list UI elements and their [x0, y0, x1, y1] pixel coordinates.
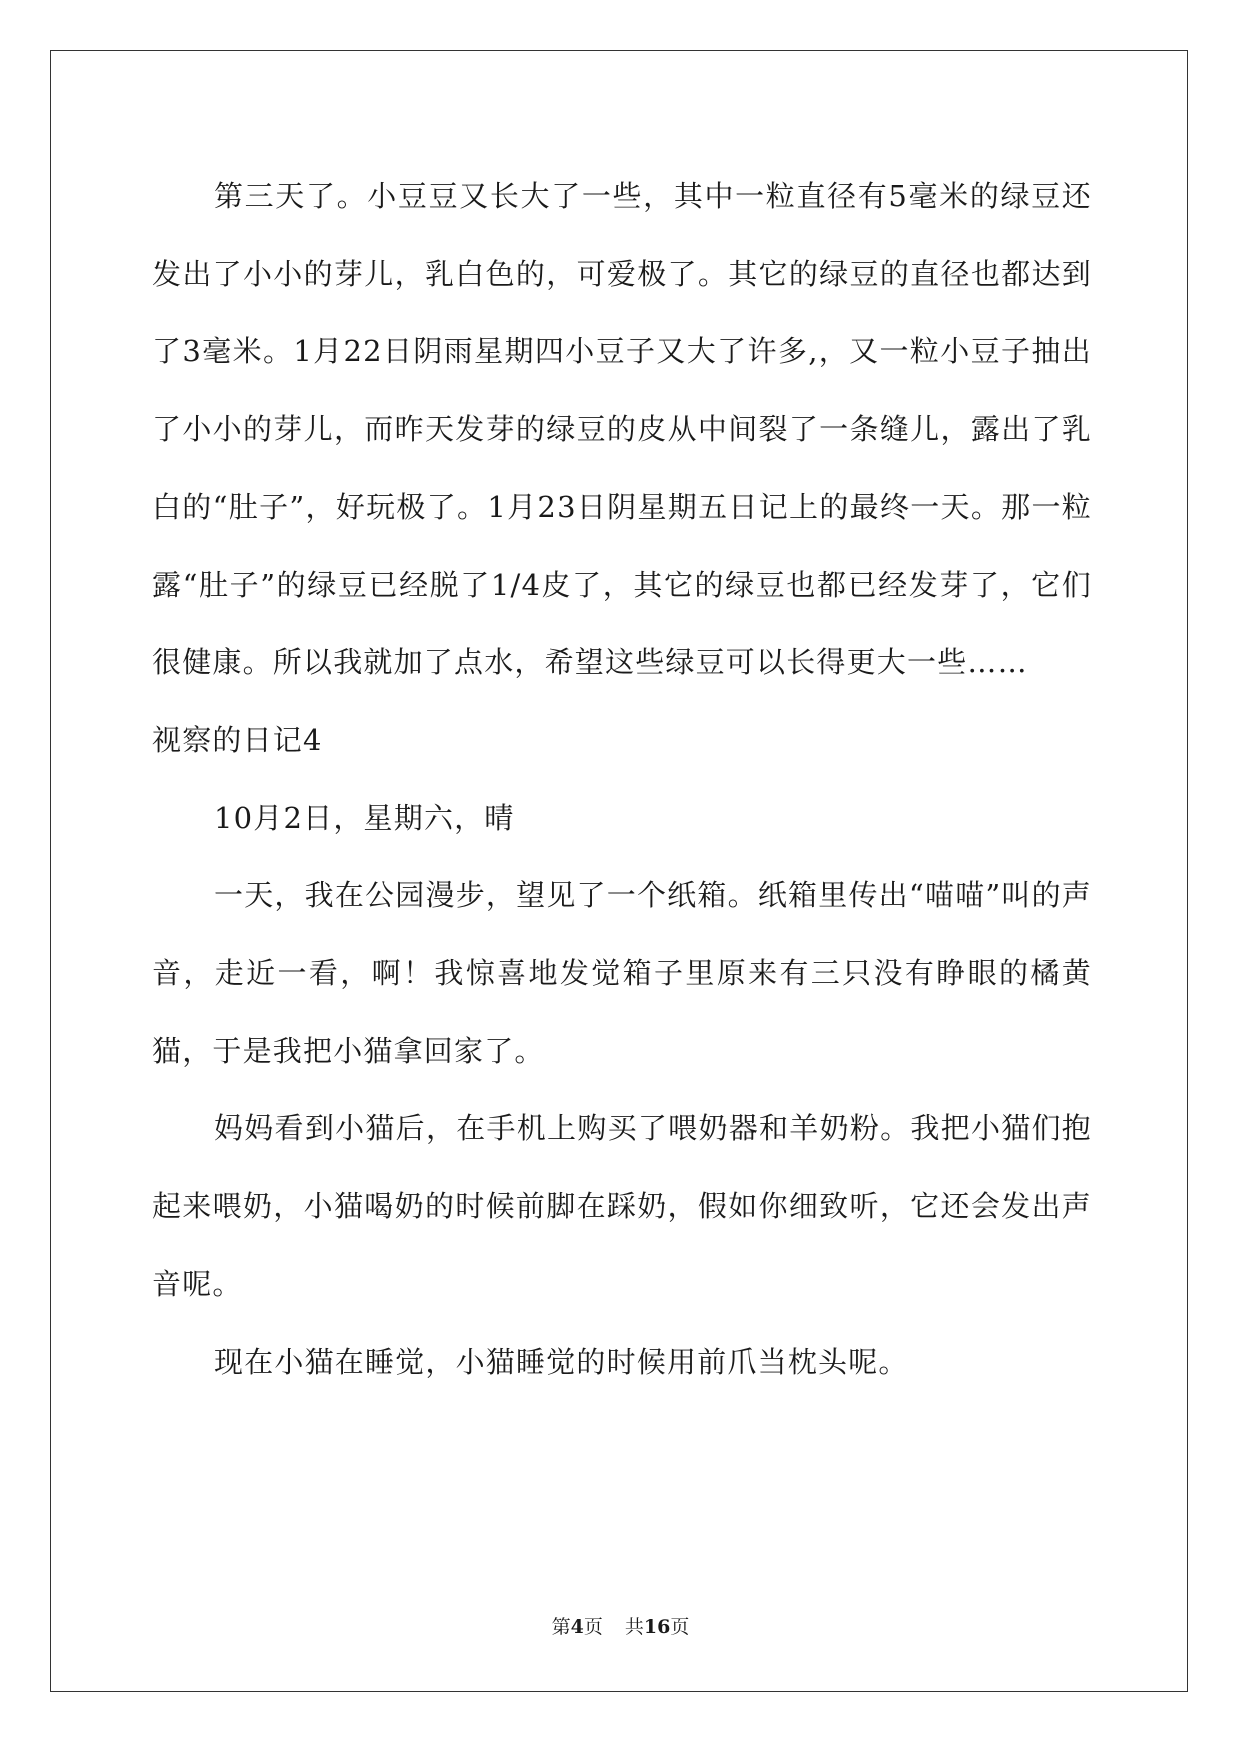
paragraph-feeding-kittens: 妈妈看到小猫后，在手机上购买了喂奶器和羊奶粉。我把小猫们抱起来喂奶，小猫喝奶的时候前脚在踩奶，假如你细致听，它还会发出声音呢。	[152, 1111, 1092, 1301]
document-body	[152, 158, 1092, 1401]
paragraph-found-kittens: 一天，我在公园漫步，望见了一个纸箱。纸箱里传出“喵喵”叫的声音，走近一看，啊！我惊喜地发觉箱子里原来有三只没有睁眼的橘黄猫，于是我把小猫拿回家了。	[152, 878, 1092, 1068]
page-footer	[0, 1614, 1241, 1640]
paragraph-mung-bean: 第三天了。小豆豆又长大了一些，其中一粒直径有5毫米的绿豆还发出了小小的芽儿，乳白色的，可爱极了。其它的绿豆的直径也都达到了3毫米。1月22日阴雨星期四小豆子又大了许多,，又一粒小豆子抽出了小小的芽儿，而昨天发芽的绿豆的皮从中间裂了一条缝儿，露出了乳白的“肚子”，好玩极了。1月23日阴星期五日记上的最终一天。那一粒露“肚子”的绿豆已经脱了1/4皮了，其它的绿豆也都已经发芽了，它们很健康。所以我就加了点水，希望这些绿豆可以长得更大一些……	[152, 179, 1092, 680]
section-title: 视察的日记4	[152, 722, 323, 757]
page-prefix: 第	[551, 1616, 571, 1638]
page-number: 4	[570, 1616, 584, 1638]
paragraph-sleeping-kittens: 现在小猫在睡觉，小猫睡觉的时候用前爪当枕头呢。	[214, 1344, 909, 1379]
page-suffix: 页	[583, 1616, 603, 1638]
total-suffix: 页	[670, 1616, 690, 1638]
total-pages: 16	[643, 1616, 671, 1638]
total-prefix: 共	[624, 1616, 644, 1638]
entry-date-line: 10月2日，星期六，晴	[214, 800, 515, 835]
